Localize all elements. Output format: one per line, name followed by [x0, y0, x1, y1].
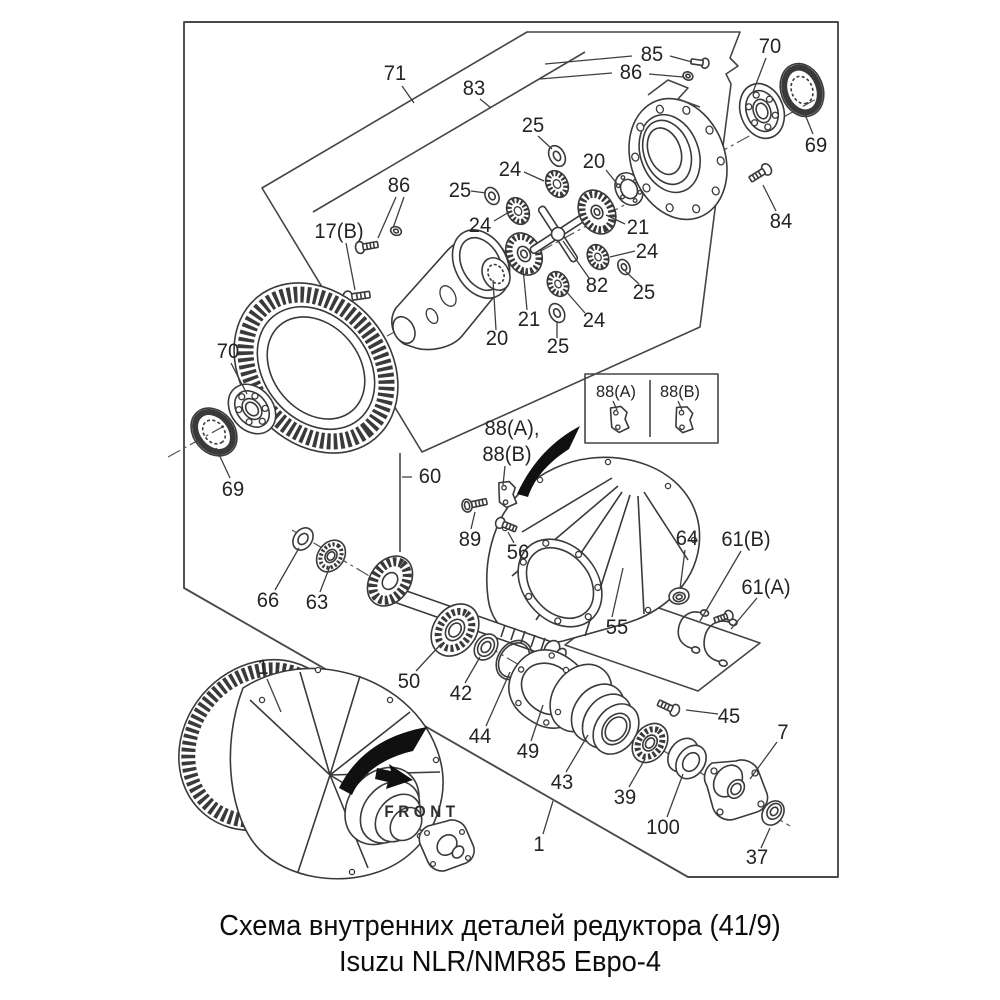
ring-gear: [200, 250, 432, 486]
part-label-88b: 88(B): [660, 382, 700, 401]
part-label-25: 25: [632, 281, 656, 304]
washer-25-right: [615, 257, 632, 276]
part-label-front: FRONT: [384, 802, 460, 821]
part-label-24: 24: [582, 309, 606, 332]
caption-line-1: Схема внутренних деталей редуктора (41/9): [219, 910, 781, 942]
part-label-17b: 17(B): [314, 220, 364, 243]
bolt-84: [747, 162, 773, 185]
part-label-86: 86: [619, 61, 643, 84]
part-label-21: 21: [517, 308, 541, 331]
part-label-61a: 61(A): [741, 576, 791, 599]
part-label-86: 86: [387, 174, 411, 197]
part-label-24: 24: [498, 158, 522, 181]
rear-cover-55: [487, 457, 700, 643]
part-label-88a: 88(A): [596, 382, 636, 401]
bolt-17b-upper: [355, 238, 379, 254]
part-label-56: 56: [506, 541, 530, 564]
gear-24-right: [583, 241, 613, 273]
inset-box-88: [585, 374, 718, 443]
part-label-84: 84: [769, 210, 793, 233]
part-label-44: 44: [468, 725, 492, 748]
part-label-21: 21: [626, 216, 650, 239]
washer-66: [289, 524, 318, 554]
inset-bracket-88a: [607, 405, 631, 434]
assembled-differential: [144, 626, 474, 879]
part-label-50: 50: [397, 670, 421, 693]
gear-24-bottom: [543, 268, 573, 300]
part-label-85: 85: [640, 43, 664, 66]
part-label-7: 7: [777, 721, 789, 744]
part-label-20: 20: [485, 327, 509, 350]
part-label-42: 42: [449, 682, 473, 705]
part-label-37: 37: [745, 846, 769, 869]
part-label-45: 45: [717, 705, 741, 728]
caption-line-2: Isuzu NLR/NMR85 Евро-4: [338, 946, 662, 978]
part-label-60: 60: [418, 465, 442, 488]
part-label-61b: 61(B): [721, 528, 771, 551]
part-label-49: 49: [516, 740, 540, 763]
part-label-66: 66: [256, 589, 280, 612]
caption: [0, 908, 1000, 980]
bolt-85: [690, 56, 709, 68]
bearing-63: [311, 535, 352, 578]
part-label-63: 63: [305, 591, 329, 614]
part-label-1: 1: [533, 833, 545, 856]
part-label-24: 24: [468, 214, 492, 237]
part-label-1: 1: [257, 656, 269, 679]
part-label-69: 69: [221, 478, 245, 501]
parts-box-83-line: [313, 52, 585, 212]
gear-24-top: [541, 167, 573, 202]
part-label-70: 70: [216, 340, 240, 363]
part-label-88b: 88(B): [482, 443, 532, 466]
carrier-flange: [613, 85, 744, 234]
part-label-82: 82: [585, 274, 609, 297]
part-label-25: 25: [448, 179, 472, 202]
part-label-100: 100: [646, 816, 680, 839]
part-label-39: 39: [613, 786, 637, 809]
part-label-83: 83: [462, 77, 486, 100]
bolt-89: [461, 495, 488, 513]
part-label-25: 25: [546, 335, 570, 358]
part-label-70: 70: [758, 35, 782, 58]
part-label-24: 24: [635, 240, 659, 263]
part-label-25: 25: [521, 114, 545, 137]
part-label-71: 71: [383, 62, 407, 85]
gear-24-left: [502, 194, 534, 229]
part-label-64: 64: [675, 527, 699, 550]
part-label-88a: 88(A),: [484, 417, 540, 440]
part-label-55: 55: [605, 616, 629, 639]
nut-86-left: [389, 225, 402, 237]
part-label-43: 43: [550, 771, 574, 794]
inset-bracket-88b: [671, 404, 698, 434]
part-label-89: 89: [458, 528, 482, 551]
part-label-20: 20: [582, 150, 606, 173]
part-label-69: 69: [804, 134, 828, 157]
washer-25-left: [482, 185, 502, 207]
nut-86-top: [682, 71, 694, 82]
bolt-45: [656, 697, 681, 717]
